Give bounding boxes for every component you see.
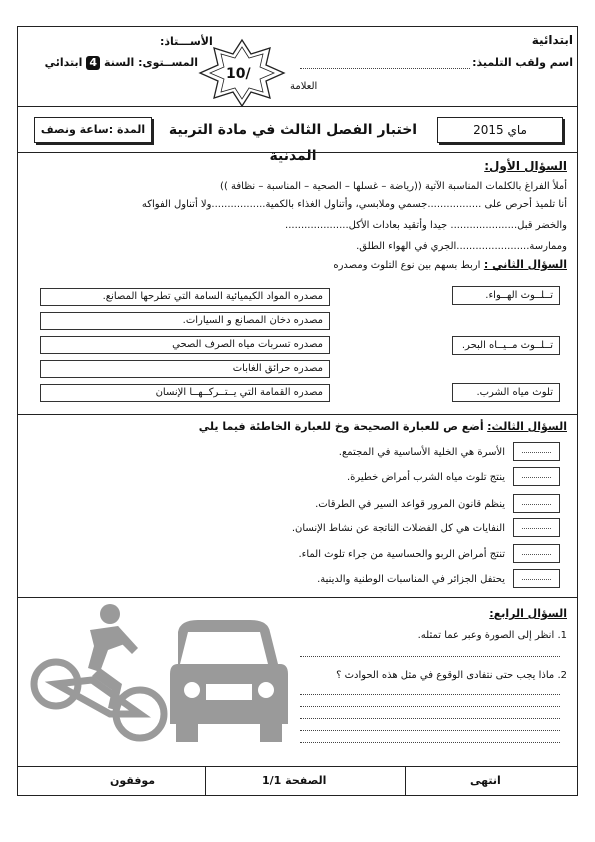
grade-label: العلامة	[290, 81, 318, 92]
tf-answer-6[interactable]	[513, 569, 560, 588]
car-icon	[170, 620, 288, 742]
exam-date: ماي 2015	[473, 123, 527, 137]
accident-illustration	[30, 602, 290, 762]
footer-divider	[17, 766, 578, 767]
header-divider	[17, 106, 578, 107]
pollution-type-2[interactable]: تــلــوث مــيــاه البحر.	[452, 336, 560, 355]
tf-statement-1: الأسرة هي الخلية الأساسية في المجتمع.	[338, 447, 505, 458]
footer-separator	[205, 766, 206, 796]
exam-title: اختبار الفصل الثالث في مادة التربية المدنية	[168, 122, 418, 164]
date-box	[437, 117, 563, 143]
q1-line-3: وممارسة.......................الجري في الهواء الطلق.	[356, 241, 567, 252]
end-label: انتهى	[470, 774, 501, 787]
q1-line-1: أنا تلميذ أحرص على .................جسمي وملابسي، وأتناول الغذاء بالكمية.................ولا أتناول الفواكه	[141, 199, 567, 210]
level-label: المســتوى: السنة 4 ابتدائي	[44, 56, 198, 69]
teacher-label: الأســـتاذ:	[160, 35, 213, 48]
q2-heading: السؤال الثاني :	[483, 258, 567, 271]
student-name-label: اسم ولقب التلميذ:	[472, 56, 573, 69]
pollution-type-1[interactable]: تــلــوث الهــواء.	[452, 286, 560, 305]
q3-instruction: أضع ص للعبارة الصحيحة وخ للعبارة الخاطئة فيما يلي	[198, 420, 484, 433]
tf-answer-5[interactable]	[513, 544, 560, 563]
wish-label: موفقون	[110, 774, 156, 787]
q2-header	[333, 258, 567, 272]
source-5[interactable]: مصدره القمامة التي يــتــركــهــا الإنسان	[40, 384, 330, 402]
tf-answer-1[interactable]	[513, 442, 560, 461]
tf-statement-6: يحتفل الجزائر في المناسبات الوطنية والدينية.	[317, 574, 505, 585]
q3-divider	[17, 597, 578, 598]
q3-header	[199, 420, 567, 434]
page-indicator	[262, 774, 326, 788]
answer-line[interactable]	[300, 706, 560, 707]
q4-item-2-text: ماذا يجب حتى نتفادى الوقوع في مثل هذه الحوادث ؟	[336, 670, 555, 681]
level-number-badge: 4	[86, 56, 100, 70]
q3-heading: السؤال الثالث:	[487, 420, 567, 433]
cyclist-icon	[34, 604, 164, 738]
answer-line[interactable]	[300, 694, 560, 695]
school-type: ابتدائية	[531, 33, 573, 47]
answer-line[interactable]	[300, 742, 560, 743]
answer-line[interactable]	[300, 656, 560, 657]
q4-item-1-text: انظر إلى الصورة وعبر عما تمثله.	[417, 630, 555, 641]
duration-box	[34, 117, 152, 143]
tf-statement-3: ينظم قانون المرور قواعد السير في الطرقات.	[315, 499, 505, 510]
q1-line-2: والخضر قبل..................... جيدا وأتقيد بعادات الأكل....................	[285, 220, 567, 231]
student-name-field[interactable]	[300, 68, 470, 69]
source-3[interactable]: مصدره تسربات مياه الصرف الصحي	[40, 336, 330, 354]
q2-divider	[17, 414, 578, 415]
q4-item-1-num: 1.	[557, 630, 567, 641]
q1-instruction: أملأ الفراغ بالكلمات المناسبة الآتية ((رياضة – غسلها – الصحية – المناسبة – نظافة ))	[220, 181, 567, 192]
q2-instruction: اربط بسهم بين نوع التلوث ومصدره	[333, 260, 481, 271]
q4-item-2	[336, 669, 567, 682]
tf-answer-4[interactable]	[513, 518, 560, 537]
q4-item-1	[418, 629, 567, 642]
tf-answer-2[interactable]	[513, 467, 560, 486]
grade-value: /10	[226, 66, 251, 82]
footer-separator	[405, 766, 406, 796]
tf-statement-5: تنتج أمراض الربو والحساسية من جراء تلوث الماء.	[298, 549, 505, 560]
answer-line[interactable]	[300, 730, 560, 731]
q4-heading: السؤال الرابع:	[489, 607, 567, 620]
pollution-type-3[interactable]: تلوث مياه الشرب.	[452, 383, 560, 402]
answer-line[interactable]	[300, 718, 560, 719]
tf-statement-2: ينتج تلوث مياه الشرب أمراض خطيرة.	[346, 472, 505, 483]
source-1[interactable]: مصدره المواد الكيميائية السامة التي تطرحها المصانع.	[40, 288, 330, 306]
title-divider	[17, 152, 578, 153]
tf-statement-4: النفايات هي كل الفضلات الناتجة عن نشاط الإنسان.	[291, 523, 505, 534]
page-label: الصفحة	[285, 774, 327, 787]
exam-duration: المدة :ساعة ونصف	[40, 123, 146, 136]
source-2[interactable]: مصدره دخان المصانع و السيارات.	[40, 312, 330, 330]
q4-item-2-num: 2.	[557, 670, 567, 681]
q1-heading: السؤال الأول:	[484, 159, 567, 173]
page-number: 1/1	[262, 774, 282, 787]
tf-answer-3[interactable]	[513, 494, 560, 513]
source-4[interactable]: مصدره حرائق الغابات	[40, 360, 330, 378]
